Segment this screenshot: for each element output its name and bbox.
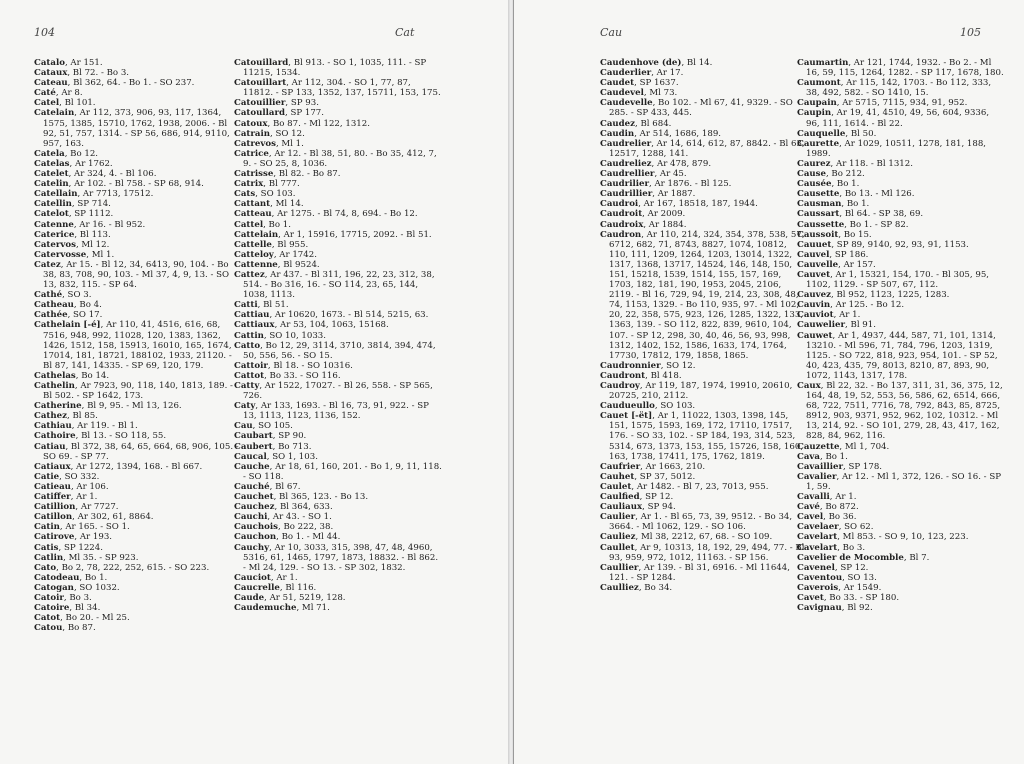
index-entry: Caumartin, Ar 121, 1744, 1932. - Bo 2. - Ml 16, 59, 115, 1264, 1282. - SP 117, 1678, 180.	[797, 58, 1004, 79]
left-page	[0, 0, 510, 764]
index-entry: Catiffer, Ar 1.	[34, 492, 98, 503]
index-entry: Caumont, Ar 115, 142, 1703. - Bo 112, 333, 38, 492, 582. - SO 1410, 15.	[797, 78, 992, 99]
index-entry: Cauvel, SP 186.	[797, 249, 869, 260]
index-entry: Catoullard, SP 177.	[234, 108, 324, 119]
index-entry: Cause, Bo 212.	[797, 169, 865, 180]
index-entry: Cathelin, Ar 7923, 90, 118, 140, 1813, 189. - Bl 502. - SP 1642, 173.	[34, 381, 233, 402]
index-entry: Cathez, Bl 85.	[34, 411, 98, 422]
index-entry: Cauché, Bl 67.	[234, 481, 301, 492]
index-entry: Catez, Ar 15. - Bl 12, 34, 6413, 90, 104. - Bo 38, 83, 708, 90, 103. - Ml 37, 4, 9, 13. - SO 13, 832, 115. - SP 64.	[34, 259, 230, 291]
index-entry: Catouillart, Ar 112, 304. - SO 1, 77, 87, 11812. - SP 133, 1352, 137, 15711, 153, 175.	[234, 78, 441, 99]
index-entry: Caurez, Ar 118. - Bl 1312.	[797, 158, 913, 169]
index-entry: Caulet, Ar 1482. - Bl 7, 23, 7013, 955.	[600, 481, 769, 492]
index-entry: Catouillier, SP 93.	[234, 98, 319, 109]
running-head: Cau	[600, 26, 623, 39]
index-entry: Catrisse, Bl 82. - Bo 87.	[234, 169, 341, 180]
index-entry: Catheau, Bo 4.	[34, 300, 102, 311]
index-entry: Cavel, Bo 36.	[797, 512, 857, 523]
index-entry: Cauvelle, Ar 157.	[797, 259, 876, 270]
index-entry: Caulier, Ar 1. - Bl 65, 73, 39, 9512. - Bo 34, 3664. - Ml 1062, 129. - SO 106.	[600, 512, 793, 533]
index-entry: Catrice, Ar 12. - Bl 38, 51, 80. - Bo 35, 412, 7, 9. - SO 25, 8, 1036.	[234, 148, 437, 169]
index-entry: Cavaillier, SP 178.	[797, 461, 883, 472]
index-entry: Catelain, Ar 112, 373, 906, 93, 117, 1364, 1575, 1385, 15710, 1762, 1938, 2006. - Bl 92, 51, 757, 1314. - SP 56, 686, 914, 9110, 957, 163.	[34, 108, 230, 149]
index-entry: Cauchy, Ar 10, 3033, 315, 398, 47, 48, 4960, 5316, 61, 1465, 1797, 1873, 18832. - Bl 862. - Ml 24, 129. - SO 13. - SP 302, 1832.	[234, 542, 439, 573]
index-entry: Caudrellier, Ar 45.	[600, 169, 687, 180]
index-entry: Catellin, SP 714.	[34, 199, 111, 210]
index-entry: Cauderlier, Ar 17.	[600, 68, 684, 79]
index-entry: Caufrier, Ar 1663, 210.	[600, 461, 706, 472]
index-entry: Catelin, Ar 102. - Bl 758. - SP 68, 914.	[34, 179, 204, 190]
index-entry: Cauvez, Bl 952, 1123, 1225, 1283.	[797, 290, 950, 301]
index-entry: Catin, Ar 165. - SO 1.	[34, 522, 130, 533]
index-entry: Catty, Ar 1522, 17027. - Bl 26, 558. - SP 565, 726.	[234, 381, 433, 402]
index-entry: Caudrilier, Ar 1876. - Bl 125.	[600, 179, 732, 190]
index-entry: Catervosse, Ml 1.	[34, 249, 115, 260]
index-entry: Catenne, Ar 16. - Bl 952.	[34, 219, 146, 230]
index-entry: Cathelas, Bo 14.	[34, 370, 110, 381]
index-entry: Cavenel, SP 12.	[797, 562, 869, 573]
index-entry: Cato, Bo 2, 78, 222, 252, 615. - SO 223.	[34, 562, 210, 573]
index-entry: Caverois, Ar 1549.	[797, 582, 882, 593]
index-entry: Catteloy, Ar 1742.	[234, 249, 317, 260]
index-entry: Caudroy, Ar 119, 187, 1974, 19910, 20610, 20725, 210, 2112.	[600, 381, 793, 402]
index-entry: Cataux, Bl 72. - Bo 3.	[34, 68, 130, 79]
index-entry: Catherine, Bl 9, 95. - Ml 13, 126.	[34, 401, 182, 412]
index-entry: Cava, Bo 1.	[797, 451, 848, 462]
index-entry: Caupain, Ar 5715, 7115, 934, 91, 952.	[797, 98, 968, 109]
index-entry: Cattin, SO 10, 1033.	[234, 330, 327, 341]
index-entry: Caulliez, Bo 34.	[600, 582, 673, 593]
index-entry: Caullier, Ar 139. - Bl 31, 6916. - Ml 11644, 121. - SP 1284.	[600, 562, 790, 583]
index-entry: Cauliaux, SP 94.	[600, 502, 676, 513]
index-entry: Cavelart, Bo 3.	[797, 542, 866, 553]
index-entry: Caussoit, Bo 15.	[797, 229, 872, 240]
index-entry: Cauchi, Ar 43. - SO 1.	[234, 512, 332, 523]
index-column-2	[234, 58, 442, 613]
index-entry: Catie, SO 332.	[34, 471, 100, 482]
index-entry: Catalo, Ar 151.	[34, 58, 103, 68]
index-entry: Cauchez, Bl 364, 633.	[234, 502, 333, 513]
index-entry: Catoire, Bl 34.	[34, 603, 101, 614]
index-column-4	[797, 58, 1005, 613]
page-number: 104	[34, 26, 55, 39]
index-entry: Cavelart, Ml 853. - SO 9, 10, 123, 223.	[797, 532, 969, 543]
index-entry: Catelot, SP 1112.	[34, 209, 114, 220]
index-entry: Cathiau, Ar 119. - Bl 1.	[34, 421, 138, 432]
index-entry: Caucrelle, Bl 116.	[234, 582, 317, 593]
index-entry: Catou, Bo 87.	[34, 623, 96, 634]
index-entry: Cathoire, Bl 13. - SO 118, 55.	[34, 431, 167, 442]
index-entry: Cauhet, SP 37, 5012.	[600, 471, 696, 482]
index-entry: Catiaux, Ar 1272, 1394, 168. - Bl 667.	[34, 461, 203, 472]
index-entry: Catogan, SO 1032.	[34, 582, 120, 593]
index-column-3	[600, 58, 808, 593]
index-entry: Cauzette, Ml 1, 704.	[797, 441, 890, 452]
index-entry: Cavet, Bo 33. - SP 180.	[797, 592, 900, 603]
index-entry: Caventou, SO 13.	[797, 572, 877, 583]
index-entry: Catrain, SO 12.	[234, 128, 305, 139]
index-entry: Catervos, Ml 12.	[34, 239, 110, 250]
index-entry: Cattiau, Ar 10620, 1673. - Bl 514, 5215, 63.	[234, 310, 429, 321]
index-entry: Catodeau, Bo 1.	[34, 572, 108, 583]
index-entry: Cauuet, SP 89, 9140, 92, 93, 91, 1153.	[797, 239, 969, 250]
index-entry: Caussart, Bl 64. - SP 38, 69.	[797, 209, 924, 220]
index-entry: Caudez, Bl 684.	[600, 118, 672, 129]
index-entry: Causman, Bo 1.	[797, 199, 870, 210]
index-entry: Caupin, Ar 19, 41, 4510, 49, 56, 604, 9336, 96, 111, 1614. - Bl 22.	[797, 108, 990, 129]
index-entry: Caussette, Bo 1. - SP 82.	[797, 219, 909, 230]
index-entry: Caudroit, Ar 2009.	[600, 209, 686, 220]
right-page	[513, 0, 1024, 764]
running-head: Cat	[395, 26, 415, 39]
index-entry: Cattez, Ar 437. - Bl 311, 196, 22, 23, 312, 38, 514. - Bo 316, 16. - SO 114, 23, 65, 144, 1038, 1113.	[234, 269, 435, 301]
index-entry: Cattoir, Bl 18. - SO 10316.	[234, 360, 353, 371]
index-entry: Cathé, SO 3.	[34, 290, 92, 301]
index-entry: Cavelier de Mocomble, Bl 7.	[797, 552, 930, 563]
index-entry: Caulfied, SP 12.	[600, 492, 674, 503]
index-entry: Cavignau, Bl 92.	[797, 603, 873, 614]
index-entry: Cattelain, Ar 1, 15916, 17715, 2092. - Bl 51.	[234, 229, 432, 240]
index-entry: Cauche, Ar 18, 61, 160, 201. - Bo 1, 9, 11, 118. - SO 118.	[234, 461, 442, 482]
index-entry: Caurette, Ar 1029, 10511, 1278, 181, 188, 1989.	[797, 138, 987, 159]
index-entry: Cavalli, Ar 1.	[797, 492, 857, 503]
index-entry: Caty, Ar 133, 1693. - Bl 16, 73, 91, 922. - SP 13, 1113, 1123, 1136, 152.	[234, 401, 429, 422]
index-entry: Catti, Bl 51.	[234, 300, 289, 311]
index-entry: Cathée, SO 17.	[34, 310, 103, 321]
index-entry: Cauwelier, Bl 91.	[797, 320, 876, 331]
index-entry: Cathelain [-é], Ar 110, 41, 4516, 616, 68, 7516, 948, 992, 11028, 120, 1383, 1362, 1426, 1512, 158, 15913, 16010, 165, 1674, 17014, 181, 18721, 188102, 1933, 21120. - Bl 87, 141, 14335. - SP 69, 120, 179.	[34, 320, 232, 371]
index-entry: Catirove, Ar 193.	[34, 532, 113, 543]
index-entry: Caudenhove (de), Bl 14.	[600, 58, 713, 68]
index-entry: Catteau, Ar 1275. - Bl 74, 8, 694. - Bo 12.	[234, 209, 418, 220]
index-entry: Cavalier, Ar 12. - Ml 1, 372, 126. - SO 16. - SP 1, 59.	[797, 471, 1001, 492]
index-entry: Caude, Ar 51, 5219, 128.	[234, 592, 346, 603]
index-column-1	[34, 58, 242, 633]
index-entry: Catiau, Bl 372, 38, 64, 65, 664, 68, 906, 105. - SO 69. - SP 77.	[34, 441, 239, 462]
index-entry: Caudevel, Ml 73.	[600, 88, 678, 99]
index-entry: Cattelle, Bl 955.	[234, 239, 309, 250]
index-entry: Caudronnier, SO 12.	[600, 360, 696, 371]
index-entry: Cauchet, Bl 365, 123. - Bo 13.	[234, 492, 369, 503]
index-entry: Cats, SO 103.	[234, 189, 296, 200]
index-entry: Cauquelle, Bl 50.	[797, 128, 877, 139]
index-entry: Catis, SP 1224.	[34, 542, 103, 553]
index-entry: Cattot, Bo 33. - SO 116.	[234, 370, 341, 381]
index-entry: Caudreliez, Ar 478, 879.	[600, 158, 712, 169]
index-entry: Catto, Bo 12, 29, 3114, 3710, 3814, 394, 474, 50, 556, 56. - SO 15.	[234, 340, 436, 361]
index-entry: Catot, Bo 20. - Ml 25.	[34, 613, 130, 624]
index-entry: Catela, Bo 12.	[34, 148, 99, 159]
index-entry: Caudrelier, Ar 14, 614, 612, 87, 8842. - Bl 63, 12517, 1288, 141.	[600, 138, 805, 159]
index-entry: Cauliez, Ml 38, 2212, 67, 68. - SO 109.	[600, 532, 773, 543]
index-entry: Caudueullo, SO 103.	[600, 401, 696, 412]
index-entry: Cauviot, Ar 1.	[797, 310, 861, 321]
index-entry: Catelas, Ar 1762.	[34, 158, 113, 169]
index-entry: Cavé, Bo 872.	[797, 502, 859, 513]
index-entry: Cateau, Bl 362, 64. - Bo 1. - SO 237.	[34, 78, 195, 89]
index-entry: Causette, Bo 13. - Ml 126.	[797, 189, 915, 200]
index-entry: Catlin, Ml 35. - SP 923.	[34, 552, 139, 563]
index-entry: Catouillard, Bl 913. - SO 1, 1035, 111. - SP 11215, 1534.	[234, 58, 427, 79]
index-entry: Caudront, Bl 418.	[600, 370, 682, 381]
index-entry: Causée, Bo 1.	[797, 179, 860, 190]
index-entry: Cavelaer, SO 62.	[797, 522, 874, 533]
index-entry: Cattel, Bo 1.	[234, 219, 291, 230]
index-entry: Caullet, Ar 9, 10313, 18, 192, 29, 494, 77. - Bl 93, 959, 972, 1012, 11163. - SP 156.	[600, 542, 805, 563]
index-entry: Catelet, Ar 324, 4. - Bl 106.	[34, 169, 157, 180]
index-entry: Caudroix, Ar 1884.	[600, 219, 687, 230]
index-entry: Cauciot, Ar 1.	[234, 572, 298, 583]
index-entry: Caté, Ar 8.	[34, 88, 83, 99]
index-entry: Caterice, Bl 113.	[34, 229, 111, 240]
index-entry: Catoux, Bo 87. - Ml 122, 1312.	[234, 118, 370, 129]
index-entry: Catrix, Bl 777.	[234, 179, 300, 190]
index-entry: Caudron, Ar 110, 214, 324, 354, 378, 538, 57, 6712, 682, 71, 8743, 8827, 1074, 10812, 110, 111, 1209, 1264, 1203, 13014, 1322, 1317, 1368, 13717, 14524, 146, 148, 150, 151, 15218, 1539, 1514, 155, 157, 169, 1703, 182, 181, 190, 1953, 2045, 2106, 2119. - Bl 16, 729, 94, 19, 214, 23, 308, 48, 74, 1153, 1329. - Bo 110, 935, 97. - Ml 102, 20, 22, 358, 575, 923, 126, 1285, 1322, 133, 1363, 139. - SO 112, 822, 839, 9610, 104, 107. - SP 12, 298, 30, 40, 46, 56, 93, 998, 1312, 1402, 152, 1586, 1633, 174, 1764, 17730, 17812, 179, 1858, 1865.	[600, 229, 805, 361]
index-entry: Cau, SO 105.	[234, 421, 293, 432]
index-entry: Caudrillier, Ar 1887.	[600, 189, 696, 200]
index-entry: Caudevelle, Bo 102. - Ml 67, 41, 9329. - SO 285. - SP 433, 445.	[600, 98, 793, 119]
index-entry: Cauchois, Bo 222, 38.	[234, 522, 334, 533]
index-entry: Caudin, Ar 514, 1686, 189.	[600, 128, 722, 139]
index-entry: Cattant, Ml 14.	[234, 199, 304, 210]
index-entry: Cattenne, Bl 9524.	[234, 259, 320, 270]
index-entry: Caucal, SO 1, 103.	[234, 451, 318, 462]
index-entry: Catillon, Ar 302, 61, 8864.	[34, 512, 154, 523]
index-entry: Caux, Bl 22, 32. - Bo 137, 311, 31, 36, 375, 12, 164, 48, 19, 52, 553, 56, 586, 62, 6514, 666, 68, 722, 7511, 7716, 78, 792, 843, 85, 8725, 8912, 903, 9371, 952, 962, 102, 10312. - Ml 13, 214, 92. - SO 101, 279, 28, 43, 417, 162, 828, 84, 962, 116.	[797, 381, 1003, 442]
index-entry: Cauvin, Ar 125. - Bo 12.	[797, 300, 905, 311]
index-entry: Cattiaux, Ar 53, 104, 1063, 15168.	[234, 320, 389, 331]
index-entry: Cauet [-ët], Ar 1, 11022, 1303, 1398, 145, 151, 1575, 1593, 169, 172, 17110, 17517, 176. - SO 33, 102. - SP 184, 193, 314, 523, 5314, 673, 1373, 153, 155, 15726, 158, 160, 163, 1738, 17411, 175, 1762, 1819.	[600, 411, 804, 462]
index-entry: Caudet, SP 1637.	[600, 78, 679, 89]
index-entry: Cauwet, Ar 1, 4937, 444, 587, 71, 101, 1314, 13210. - Ml 596, 71, 784, 796, 1203, 1319, 1125. - SO 722, 818, 923, 954, 101. - SP 52, 40, 423, 435, 79, 8013, 8210, 87, 893, 90, 1072, 1143, 1317, 178.	[797, 330, 998, 381]
index-entry: Catel, Bl 101.	[34, 98, 96, 109]
index-entry: Caubart, SP 90.	[234, 431, 307, 442]
page-number: 105	[960, 26, 981, 39]
index-entry: Caubert, Bo 713.	[234, 441, 312, 452]
index-entry: Caudroi, Ar 167, 18518, 187, 1944.	[600, 199, 758, 210]
index-entry: Catellain, Ar 7713, 17512.	[34, 189, 154, 200]
index-entry: Catieau, Ar 106.	[34, 481, 109, 492]
index-entry: Cauvet, Ar 1, 15321, 154, 170. - Bl 305, 95, 1102, 1129. - SP 507, 67, 112.	[797, 269, 990, 291]
index-entry: Catoir, Bo 3.	[34, 592, 92, 603]
index-entry: Catrevos, Ml 1.	[234, 138, 304, 149]
index-entry: Cauchon, Bo 1. - Ml 44.	[234, 532, 341, 543]
index-entry: Catillion, Ar 7727.	[34, 502, 119, 513]
index-entry: Caudemuche, Ml 71.	[234, 603, 330, 614]
